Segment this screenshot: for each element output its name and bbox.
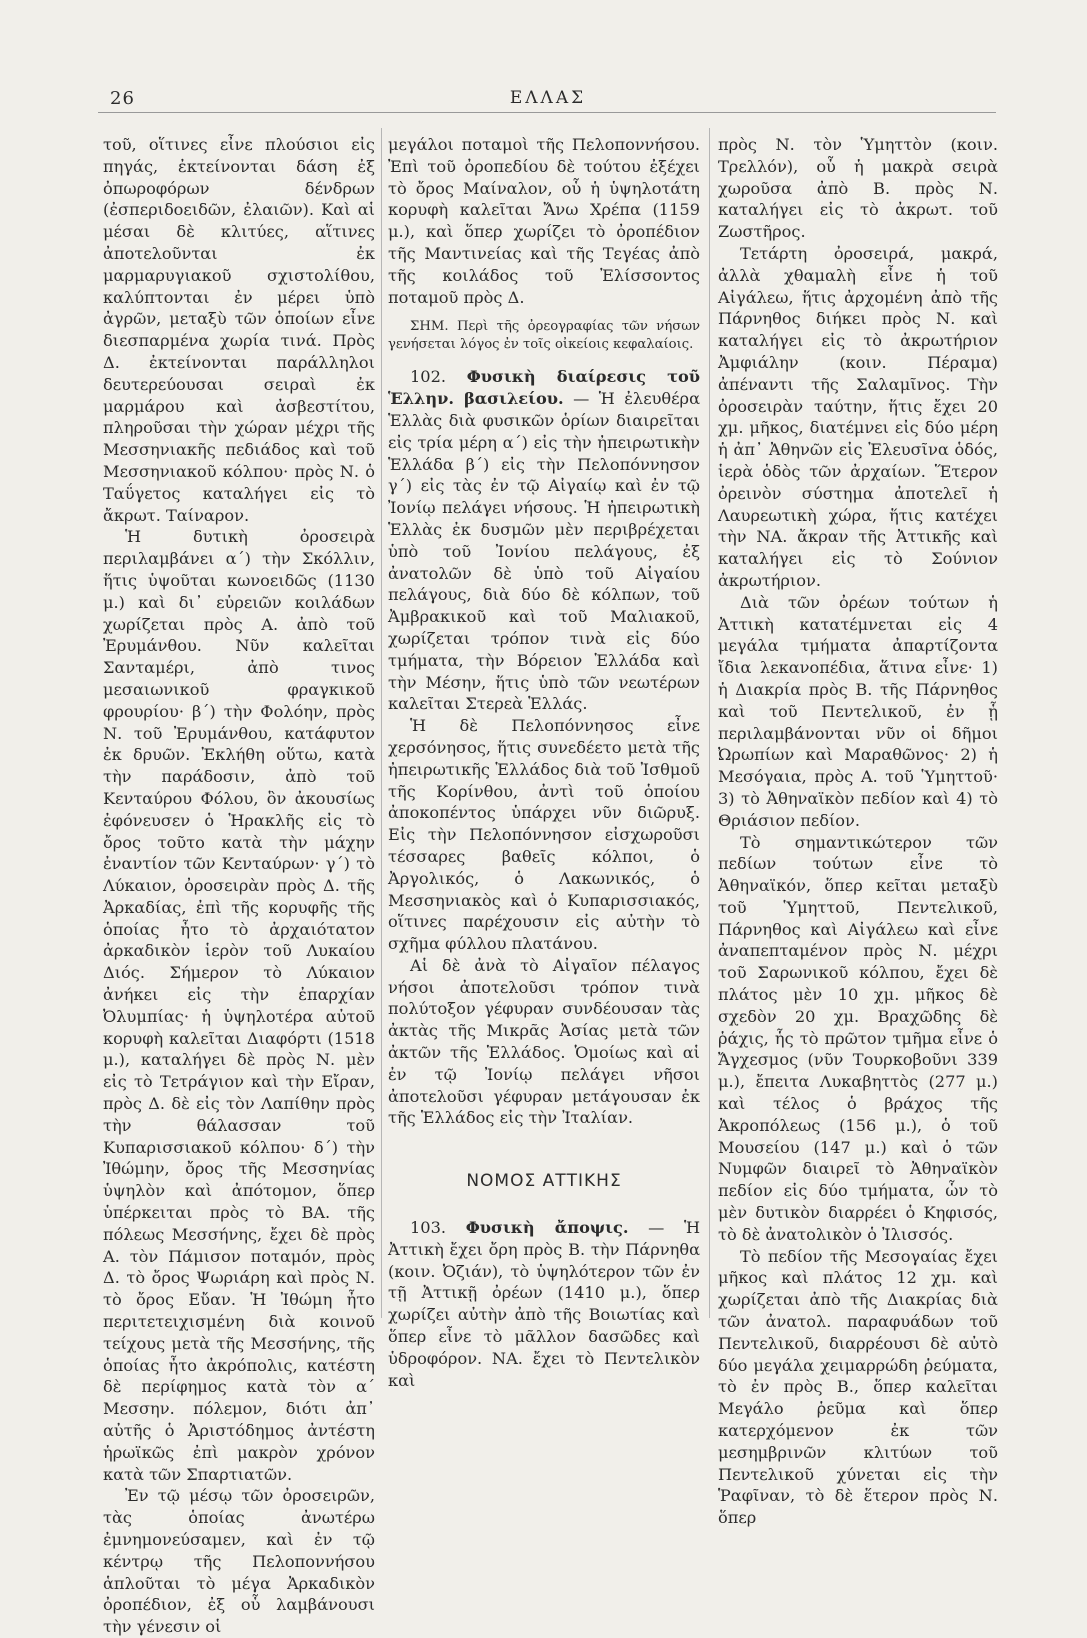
running-title: ΕΛΛΑΣ <box>509 88 587 108</box>
paragraph: μεγάλοι ποταμοὶ τῆς Πελοποννήσου. Ἐπὶ τοῦ ὀροπεδίου δὲ τούτου ἐξέχει τὸ ὄρος Μαίναλον, οὗ ἡ ὑψηλοτάτη κορυφὴ καλεῖται Ἄνω Χρέπα (1159 μ.), καὶ ὅπερ χωρίζει τὸ ὀροπέδιον τῆς Μαντινείας καὶ τῆς Τεγέας ἀπὸ τῆς κοιλάδος τοῦ Ἐλίσσοντος ποταμοῦ πρὸς Δ. <box>388 135 700 307</box>
paragraph: Ἐν τῷ μέσῳ τῶν ὀροσειρῶν, τὰς ὁποίας ἀνωτέρω ἐμνημονεύσαμεν, καὶ ἐν τῷ κέντρῳ τῆς Πελοποννήσου ἁπλοῦται τὸ μέγα Ἀρκαδικὸν ὀροπέδιον, ἐξ οὗ λαμβάνουσι τὴν γένεσιν οἱ <box>103 1486 375 1637</box>
column-separator <box>381 128 382 1318</box>
paragraph: πρὸς Ν. τὸν Ὑμηττὸν (κοιν. Τρελλόν), οὗ ἡ μακρὰ σειρὰ χωροῦσα ἀπὸ Β. πρὸς Ν. καταλήγει εἰς τὸ ἀκρωτ. τοῦ Ζωστῆρος. <box>718 135 998 242</box>
column-separator <box>709 128 710 1318</box>
section-text: — Ἡ Ἀττικὴ ἔχει ὄρη πρὸς Β. τὴν Πάρνηθα (κοιν. Ὀζιάν), τὸ ὑψηλότερον τῶν ἐν τῇ Ἀττικῇ ὀρέων (1410 μ.), ὅπερ χωρίζει αὐτὴν ἀπὸ τῆς Βοιωτίας καὶ ὅπερ εἶνε τὸ μᾶλλον δασῶδες καὶ ὑδροφόρον. ΝΑ. ἔχει τὸ Πεντελικὸν καὶ <box>388 1218 700 1390</box>
paragraph: Τετάρτη ὀροσειρά, μακρά, ἀλλὰ χθαμαλὴ εἶνε ἡ τοῦ Αἰγάλεω, ἥτις ἀρχομένη ἀπὸ τῆς Πάρνηθος διήκει πρὸς Ν. καὶ καταλήγει εἰς τὸ ἀκρωτήριον Ἀμφιάλην (κοιν. Πέραμα) ἀπέναντι τῆς Σαλαμῖνος. Τὴν ὀροσειρὰν ταύτην, ἥτις ἔχει 20 χμ. μῆκος, διατέμνει εἰς δύο μέρη ἡ ἀπ᾽ Ἀθηνῶν εἰς Ἐλευσῖνα ὁδός, ἱερὰ ὁδὸς τῶν ἀρχαίων. Ἕτερον ὀρεινὸν σύστημα ἀποτελεῖ ἡ Λαυρεωτικὴ χώρα, ἥτις κατέχει τὴν ΝΑ. ἄκραν τῆς Ἀττικῆς καὶ καταλήγει εἰς τὸ Σούνιον ἀκρωτήριον. <box>718 243 998 590</box>
page-header <box>98 88 998 118</box>
paragraph: Ἡ δὲ Πελοπόννησος εἶνε χερσόνησος, ἥτις συνεδέετο μετὰ τῆς ἠπειρωτικῆς Ἑλλάδος διὰ τοῦ Ἰσθμοῦ τῆς Κορίνθου, ἀντὶ τοῦ ὁποίου ἀποκοπέντος ὑπάρχει νῦν διῶρυξ. Εἰς τὴν Πελοπόννησον εἰσχωροῦσι τέσσαρες βαθεῖς κόλποι, ὁ Ἀργολικός, ὁ Λακωνικός, ὁ Μεσσηνιακὸς καὶ ὁ Κυπαρισσιακός, οἵτινες παρέχουσιν εἰς αὐτὴν τὸ σχῆμα φύλλου πλατάνου. <box>388 716 700 954</box>
section-number: 102. <box>410 367 447 387</box>
paragraph: Τὸ πεδίον τῆς Μεσογαίας ἔχει μῆκος καὶ πλάτος 12 χμ. καὶ χωρίζεται ἀπὸ τῆς Διακρίας διὰ τῶν ἀνατολ. παραφυάδων τοῦ Πεντελικοῦ, διαρρέουσι δὲ αὐτὸ δύο μεγάλα χειμαρρώδη ῥεύματα, τὸ ἐν πρὸς Β., ὅπερ καλεῖται Μεγάλο ῥεῦμα καὶ ὅπερ κατερχόμενον ἐκ τῶν μεσημβρινῶν κλιτύων τοῦ Πεντελικοῦ χύνεται εἰς τὴν Ῥαφῖναν, τὸ δὲ ἕτερον πρὸς Ν. ὅπερ <box>718 1246 998 1528</box>
paragraph: Διὰ τῶν ὀρέων τούτων ἡ Ἀττικὴ κατατέμνεται εἰς 4 μεγάλα τμήματα ἀπαρτίζοντα ἴδια λεκανοπέδια, ἅτινα εἶνε· 1) ἡ Διακρία πρὸς Β. τῆς Πάρνηθος καὶ τοῦ Πεντελικοῦ, ἐν ᾗ περιλαμβάνονται νῦν οἱ δῆμοι Ὠρωπίων καὶ Μαραθῶνος· 2) ἡ Μεσόγαια, πρὸς Α. τοῦ Ὑμηττοῦ· 3) τὸ Ἀθηναϊκὸν πεδίον καὶ 4) τὸ Θριάσιον πεδίον. <box>718 592 998 830</box>
page-number: 26 <box>110 88 135 109</box>
section-number: 103. <box>410 1218 447 1238</box>
section-103 <box>388 1217 700 1391</box>
section-text: — Ἡ ἐλευθέρα Ἑλλὰς διὰ φυσικῶν ὁρίων διαιρεῖται εἰς τρία μέρη α΄) εἰς τὴν ἠπειρωτικὴν Ἑλλάδα β΄) εἰς τὴν Πελοπόννησον γ΄) εἰς τὰς ἐν τῷ Αἰγαίῳ καὶ ἐν τῷ Ἰονίῳ πελάγει νήσους. Ἡ ἠπειρωτικὴ Ἑλλὰς ἐκ δυσμῶν μὲν περιβρέχεται ὑπὸ τοῦ Ἰονίου πελάγους, ἐξ ἀνατολῶν δὲ ὑπὸ τοῦ Αἰγαίου πελάγους, διὰ δύο δὲ κόλπων, τοῦ Ἀμβρακικοῦ καὶ τοῦ Μαλιακοῦ, χωρίζεται τρόπον τινὰ εἰς δύο τμήματα, τὴν Βόρειον Ἑλλάδα καὶ τὴν Μέσην, ἥτις ὑπὸ τῶν νεωτέρων καλεῖται Στερεὰ Ἑλλάς. <box>388 389 700 714</box>
paragraph: Ἡ δυτικὴ ὀροσειρὰ περιλαμβάνει α΄) τὴν Σκόλλιν, ἥτις ὑψοῦται κωνοειδῶς (1130 μ.) καὶ δι᾽ εὐρειῶν κοιλάδων χωρίζεται πρὸς Α. ἀπὸ τοῦ Ἐρυμάνθου. Νῦν καλεῖται Σανταμέρι, ἀπὸ τινος μεσαιωνικοῦ φραγκικοῦ φρουρίου· β΄) τὴν Φολόην, πρὸς Ν. τοῦ Ἐρυμάνθου, κατάφυτον ἐκ δρυῶν. Ἐκλήθη οὕτω, κατὰ τὴν παράδοσιν, ἀπὸ τοῦ Κενταύρου Φόλου, ὃν ἀκουσίως ἐφόνευσεν ὁ Ἡρακλῆς εἰς τὸ ὄρος τοῦτο κατὰ τὴν μάχην ἐναντίον τῶν Κενταύρων· γ΄) τὸ Λύκαιον, ὀροσειρὰν πρὸς Δ. τῆς Ἀρκαδίας, ἐπὶ τῆς κορυφῆς τῆς ὁποίας ἦτο τὸ ἀρχαιότατον ἀρκαδικὸν ἱερὸν τοῦ Λυκαίου Διός. Σήμερον τὸ Λύκαιον ἀνήκει εἰς τὴν ἐπαρχίαν Ὀλυμπίας· ἡ ὑψηλοτέρα αὐτοῦ κορυφὴ καλεῖται Διαφόρτι (1518 μ.), καταλήγει δὲ πρὸς Ν. μὲν εἰς τὸ Τετράγιον καὶ τὴν Εἴραν, πρὸς Δ. δὲ εἰς τὸν Λαπίθην πρὸς τὴν θάλασσαν τοῦ Κυπαρισσιακοῦ κόλπου· δ΄) τὴν Ἰθώμην, ὄρος τῆς Μεσσηνίας ὑψηλὸν καὶ ἀπότομον, ὅπερ ὑπέρκειται πρὸς τὸ ΒΑ. τῆς πόλεως Μεσσήνης, ἔχει δὲ πρὸς Α. τὸν Πάμισον ποταμόν, πρὸς Δ. τὸ ὄρος Ψωριάρη καὶ πρὸς Ν. τὸ ὄρος Εὔαν. Ἡ Ἰθώμη ἦτο περιτετειχισμένη διὰ κοινοῦ τείχους μετὰ τῆς Μεσσήνης, τῆς ὁποίας ἦτο ἀκρόπολις, κατέστη δὲ περίφημος κατὰ τὸν α΄ Μεσσην. πόλεμον, διότι ἀπ᾽ αὐτῆς ὁ Ἀριστόδημος ἀντέστη ἡρωϊκῶς ἐπὶ μακρὸν χρόνον κατὰ τῶν Σπαρτιατῶν. <box>103 527 375 1484</box>
note: ΣΗΜ. Περὶ τῆς ὀρεογραφίας τῶν νήσων γενήσεται λόγος ἐν τοῖς οἰκείοις κεφαλαίοις. <box>388 319 700 353</box>
section-102 <box>388 366 700 715</box>
section-heading: ΝΟΜΟΣ ΑΤΤΙΚΗΣ <box>466 1171 622 1192</box>
paragraph: Αἱ δὲ ἀνὰ τὸ Αἰγαῖον πέλαγος νήσοι ἀποτελοῦσι τρόπον τινὰ πολύτοξον γέφυραν συνδέουσαν τὰς ἀκτὰς τῆς Μικρᾶς Ἀσίας μετὰ τῶν ἀκτῶν τῆς Ἑλλάδος. Ὁμοίως καὶ αἱ ἐν τῷ Ἰονίῳ πελάγει νῆσοι ἀποτελοῦσι γέφυραν μετάγουσαν ἐκ τῆς Ἑλλάδος εἰς τὴν Ἰταλίαν. <box>388 955 700 1128</box>
paragraph: Τὸ σημαντικώτερον τῶν πεδίων τούτων εἶνε τὸ Ἀθηναϊκόν, ὅπερ κεῖται μεταξὺ τοῦ Ὑμηττοῦ, Πεντελικοῦ, Πάρνηθος καὶ Αἰγάλεω καὶ εἶνε ἀναπεπταμένον πρὸς Ν. μέχρι τοῦ Σαρωνικοῦ κόλπου, ἔχει δὲ πλάτος μὲν 10 χμ. μῆκος δὲ σχεδὸν 20 χμ. Βραχῶδης δὲ ῥάχις, ἧς τὸ πρῶτον τμῆμα εἶνε ὁ Ἄγχεσμος (νῦν Τουρκοβοῦνι 339 μ.), ἔπειτα Λυκαβηττὸς (277 μ.) καὶ τέλος ὁ βράχος τῆς Ἀκροπόλεως (156 μ.), ὁ τοῦ Μουσείου (147 μ.) καὶ ὁ τῶν Νυμφῶν διαιρεῖ τὸ Ἀθηναϊκὸν πεδίον εἰς δύο τμήματα, ὧν τὸ μὲν δυτικὸν διαρρέει ὁ Κηφισός, τὸ δὲ ἀνατολικὸν ὁ Ἰλισσός. <box>718 832 998 1244</box>
header-rule <box>98 112 996 113</box>
column-middle <box>388 134 700 1391</box>
paragraph: τοῦ, οἵτινες εἶνε πλούσιοι εἰς πηγάς, ἐκτείνονται δάση ἐξ ὀπωροφόρων δένδρων (ἐσπεριδοειδῶν, ἐλαιῶν). Καὶ αἱ μέσαι δὲ κλιτύες, αἵτινες ἀποτελοῦνται ἐκ μαρμαρυγιακοῦ σχιστολίθου, καλύπτονται ἐν μέρει ὑπὸ ἀγρῶν, μεταξὺ τῶν ὁποίων εἶνε διεσπαρμένα χωρία τινά. Πρὸς Δ. ἐκτείνονται παράλληλοι δευτερεύουσαι σειραὶ ἐκ μαρμάρου καὶ ἀσβεστίτου, πληροῦσαι τὴν χώραν μέχρι τῆς Μεσσηνιακῆς πεδιάδος καὶ τοῦ Μεσσηνιακοῦ κόλπου· πρὸς Ν. ὁ Ταΰγετος καταλήγει εἰς τὸ ἄκρωτ. Ταίναρον. <box>103 135 375 525</box>
column-left <box>103 134 375 1638</box>
section-title: Φυσικὴ διαίρεσις τοῦ Ἑλλην. βασιλείου. <box>388 367 700 409</box>
section-title: Φυσικὴ ἄποψις. <box>465 1218 629 1238</box>
column-right <box>718 134 998 1529</box>
